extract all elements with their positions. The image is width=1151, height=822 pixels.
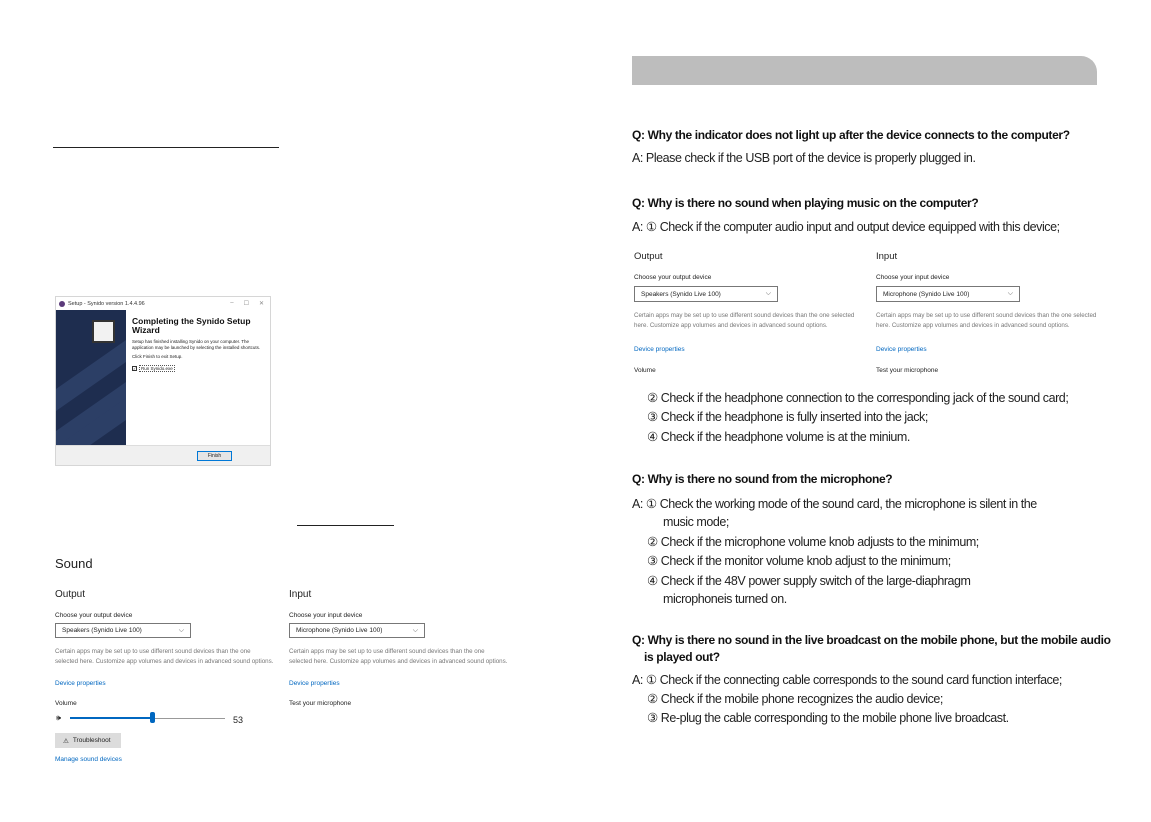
choose-output-label: Choose your output device xyxy=(634,274,712,281)
troubleshoot-button[interactable] xyxy=(55,733,121,748)
input-device-value: Microphone (Synido Live 100) xyxy=(883,290,970,298)
wizard-finish-text: Click Finish to exit Setup. xyxy=(132,354,183,359)
window-title: Setup - Synido version 1.4.4.96 xyxy=(68,300,145,307)
output-device-properties-link[interactable]: Device properties xyxy=(634,346,685,353)
faq-answer-3-step-4-cont: microphoneis turned on. xyxy=(663,592,787,606)
input-device-properties-link[interactable]: Device properties xyxy=(289,680,340,687)
faq-question-4-cont: is played out? xyxy=(644,650,720,664)
faq-question-3: Q: Why is there no sound from the microphone? xyxy=(632,472,893,486)
faq-answer-4-step-3: ③ Re-plug the cable corresponding to the mobile phone live broadcast. xyxy=(647,711,1009,725)
input-description: Certain apps may be set up to use different sound devices than the one selected here. Customize app volumes and devices in advanced sound options. xyxy=(876,312,1097,329)
chevron-down-icon: ⌵ xyxy=(765,290,771,297)
setup-wizard-window xyxy=(55,296,271,466)
header-banner xyxy=(632,56,1097,85)
faq-answer-2-step-2: ② Check if the headphone connection to the corresponding jack of the sound card; xyxy=(647,391,1069,405)
page-title: Sound xyxy=(55,556,93,571)
volume-label: Volume xyxy=(634,367,656,374)
installer-box-icon xyxy=(92,320,115,343)
test-microphone-label: Test your microphone xyxy=(876,367,939,374)
output-device-properties-link[interactable]: Device properties xyxy=(55,680,106,687)
chevron-down-icon: ⌵ xyxy=(1007,290,1013,297)
test-microphone-label: Test your microphone xyxy=(289,700,352,707)
window-title-bar xyxy=(56,297,270,310)
troubleshoot-label: Troubleshoot xyxy=(72,737,111,744)
maximize-icon[interactable]: ☐ xyxy=(243,301,249,307)
faq-question-2: Q: Why is there no sound when playing music on the computer? xyxy=(632,196,979,210)
faq-answer-2-step-1: A: ① Check if the computer audio input and output device equipped with this device; xyxy=(632,220,1060,234)
chevron-down-icon: ⌵ xyxy=(178,626,184,634)
faq-answer-3-step-3: ③ Check if the monitor volume knob adjust to the minimum; xyxy=(647,554,951,568)
output-device-value: Speakers (Synido Live 100) xyxy=(62,627,142,634)
choose-output-label: Choose your output device xyxy=(55,612,133,619)
faq-answer-4-step-1: A: ① Check if the connecting cable corresponds to the sound card function interface; xyxy=(632,673,1062,687)
output-description: Certain apps may be set up to use different sound devices than the one selected here. Customize app volumes and devices in advanced sound options. xyxy=(634,312,855,329)
volume-value: 53 xyxy=(233,715,244,725)
faq-question-4: Q: Why is there no sound in the live broadcast on the mobile phone, but the mobile audio xyxy=(632,633,1111,647)
speaker-icon[interactable]: 🕪 xyxy=(56,713,62,722)
faq-answer-3-step-1-cont: music mode; xyxy=(663,515,729,529)
app-logo-icon xyxy=(59,301,65,307)
input-device-select[interactable] xyxy=(876,286,1020,302)
close-icon[interactable]: ✕ xyxy=(258,301,264,307)
volume-label: Volume xyxy=(55,700,77,707)
output-description: Certain apps may be set up to use different sound devices than the one selected here. Customize app volumes and devices in advanced sound options. xyxy=(55,648,274,665)
output-device-select[interactable] xyxy=(634,286,778,302)
finish-button[interactable]: Finish xyxy=(197,451,232,461)
wizard-body-text: Setup has finished installing Synido on your computer. The application may be launched by selecting the installed shortcuts. xyxy=(132,339,261,350)
volume-slider-thumb[interactable] xyxy=(150,712,155,723)
choose-input-label: Choose your input device xyxy=(289,612,363,619)
input-description: Certain apps may be set up to use different sound devices than the one selected here. Customize app volumes and devices in advanced sound options. xyxy=(289,648,508,665)
faq-answer-3-step-4: ④ Check if the 48V power supply switch of the large-diaphragm xyxy=(647,574,971,588)
faq-answer-1: A: Please check if the USB port of the device is properly plugged in. xyxy=(632,151,976,165)
faq-answer-3-step-2: ② Check if the microphone volume knob adjusts to the minimum; xyxy=(647,535,979,549)
divider-line xyxy=(53,147,279,148)
wizard-footer xyxy=(56,445,270,465)
minimize-icon[interactable]: – xyxy=(230,300,234,306)
output-device-value: Speakers (Synido Live 100) xyxy=(641,290,721,298)
run-app-label: Run Synido.exe xyxy=(141,365,173,371)
wizard-heading: Completing the Synido Setup Wizard xyxy=(132,316,251,335)
run-app-checkbox[interactable] xyxy=(132,365,268,372)
input-device-properties-link[interactable]: Device properties xyxy=(876,346,927,353)
input-title: Input xyxy=(289,589,312,600)
divider-line xyxy=(297,525,394,526)
input-device-value: Microphone (Synido Live 100) xyxy=(296,627,383,634)
input-device-select[interactable] xyxy=(289,623,425,638)
output-device-select[interactable] xyxy=(55,623,191,638)
chevron-down-icon: ⌵ xyxy=(412,626,418,634)
choose-input-label: Choose your input device xyxy=(876,274,950,281)
faq-answer-3-step-1: A: ① Check the working mode of the sound card, the microphone is silent in the xyxy=(632,497,1037,511)
faq-answer-2-step-4: ④ Check if the headphone volume is at the minium. xyxy=(647,430,910,444)
checkmark-icon: ✓ xyxy=(133,365,137,371)
faq-answer-4-step-2: ② Check if the mobile phone recognizes the audio device; xyxy=(647,692,943,706)
output-title: Output xyxy=(55,589,86,600)
input-title: Input xyxy=(876,251,898,262)
faq-answer-2-step-3: ③ Check if the headphone is fully inserted into the jack; xyxy=(647,410,928,424)
wizard-side-banner xyxy=(56,310,126,446)
output-title: Output xyxy=(634,251,663,262)
faq-question-1: Q: Why the indicator does not light up after the device connects to the computer? xyxy=(632,128,1070,142)
warning-icon: ⚠ xyxy=(63,737,69,745)
volume-slider-fill xyxy=(70,717,152,719)
manage-sound-devices-link[interactable]: Manage sound devices xyxy=(55,756,122,763)
